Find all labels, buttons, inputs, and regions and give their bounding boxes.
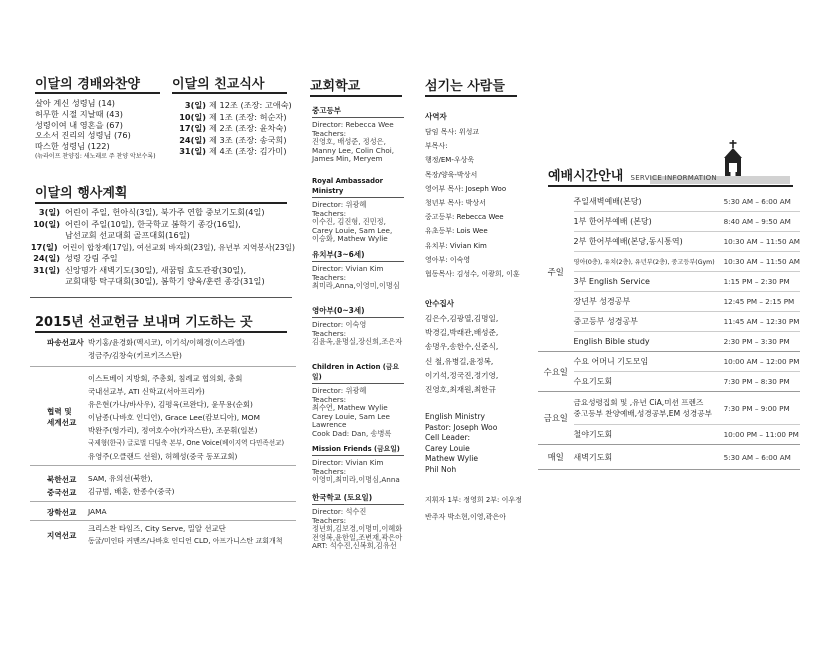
mission-line: 정금주/김창숙(키르키즈스탄) bbox=[88, 351, 182, 360]
music-line: 지휘자 1부: 정영희 2부: 이우정 bbox=[425, 496, 522, 504]
mission-line: 크리스찬 타임즈, City Serve, 밀알 선교단 bbox=[88, 524, 226, 533]
fellowship-rule bbox=[172, 92, 287, 94]
school-line: Director: 이숙영 bbox=[312, 320, 367, 329]
events-title: 이달의 행사계획 bbox=[35, 186, 128, 201]
staff-line: 영어부 목사: Joseph Woo bbox=[425, 184, 507, 193]
service-time: 10:00 AM – 12:00 PM bbox=[724, 352, 800, 372]
mission-line: 동굴/미인타 커맨즈/나바호 인디언 CLD, 아프가니스탄 교회개척 bbox=[88, 537, 283, 545]
school-line: James Min, Meryem bbox=[312, 154, 383, 164]
event-desc: 남선교회 선교대회 골프대회(16일) bbox=[65, 230, 190, 240]
service-name: 1부 한어부예배 (본당) bbox=[574, 212, 724, 232]
service-name: English Bible study bbox=[574, 332, 724, 352]
mission-line: 유영주(오클랜드 선원), 허혜성(중국 동포교회) bbox=[88, 452, 238, 461]
school-line: Director: Vivian Kim bbox=[312, 264, 384, 273]
event-desc: 어린이 주일(10일), 한국학교 봄학기 종강(16일), bbox=[65, 218, 241, 229]
service-time: 7:30 PM – 9:00 PM bbox=[724, 392, 800, 425]
day-label: 수요일 bbox=[538, 352, 574, 392]
staff-line: 행정/EM-우상욱 bbox=[425, 156, 475, 165]
day-label: 주일 bbox=[538, 192, 574, 352]
school-line: Cook Dad: Dan, 송병록 bbox=[312, 428, 392, 438]
school-line: Director: Rebecca Wee bbox=[312, 120, 394, 129]
event-date: 10(일) bbox=[33, 218, 60, 229]
school-line: Teachers: bbox=[312, 515, 347, 525]
school-line: Director: 석수진 bbox=[312, 507, 367, 516]
deacon-line: 이기석,정국진,정기영, bbox=[425, 370, 499, 380]
servants-rule bbox=[425, 95, 517, 97]
deacons-head: 안수집사 bbox=[425, 299, 454, 308]
mission-line: 국내선교부, ATI 신학교(서아프리카) bbox=[88, 387, 205, 396]
school-line: Carey Louie, Sam Lee bbox=[312, 411, 390, 421]
mission-label: 북한선교 bbox=[47, 475, 77, 484]
mission-line: 유은현(가나/바사우), 김평육(르완다), 윤무용(순회) bbox=[88, 400, 253, 409]
deacons-list bbox=[425, 312, 498, 397]
school-block bbox=[312, 306, 408, 347]
services-header bbox=[548, 165, 717, 184]
event-date: 24(일) bbox=[33, 253, 60, 263]
school-line: 이승화, Mathew Wylie bbox=[312, 234, 388, 244]
service-time: 5:30 AM – 6:00 AM bbox=[724, 192, 800, 212]
deacon-line: 김은수,김광열,김명일, bbox=[425, 314, 499, 323]
fellowship-list bbox=[172, 100, 292, 158]
service-name: 장년부 성경공부 bbox=[574, 292, 724, 312]
fellowship-desc: 제 4조 (조장: 김가미) bbox=[209, 146, 287, 156]
staff-line: 중고등부: Rebecca Wee bbox=[425, 213, 504, 222]
school-block bbox=[312, 444, 408, 485]
school-block-head: 중고등부 bbox=[312, 106, 341, 115]
school-line: Teachers: bbox=[312, 208, 347, 218]
servants-title: 섬기는 사람들 bbox=[425, 79, 505, 94]
hymn-item: 성령이여 내 영혼을 (67) bbox=[35, 119, 123, 130]
school-block bbox=[312, 493, 408, 551]
school-block bbox=[312, 176, 408, 244]
service-name: 3부 English Service bbox=[574, 272, 724, 292]
event-desc: 신앙명가 새벽기도(30일), 새꿈팀 효도관광(30일), bbox=[65, 264, 247, 275]
fellowship-date: 17(일) bbox=[179, 123, 206, 133]
english-line: Phil Noh bbox=[425, 464, 457, 474]
hymn-item: 따스한 성령님 (122) bbox=[35, 141, 110, 152]
english-line: Mathew Wylie bbox=[425, 454, 479, 463]
service-name: 금요성령집회 및 ,유년 CiA,미션 프렌즈 중고등부 찬양예배,성경공부,EM 성경공부 bbox=[574, 392, 724, 425]
services-rule bbox=[548, 185, 793, 187]
hymns-title: 이달의 경배와찬양 bbox=[35, 77, 140, 92]
school-line: Teachers: bbox=[312, 466, 347, 476]
school-line: Manny Lee, Colin Choi, bbox=[312, 145, 395, 155]
fellowship-title: 이달의 친교식사 bbox=[172, 77, 265, 92]
hymns-rule bbox=[35, 92, 160, 94]
missions-title: 2015년 선교헌금 보내며 기도하는 곳 bbox=[35, 315, 253, 330]
event-desc: 어린이 주일, 헌아식(3일), 북가주 연합 중보기도회(4일) bbox=[65, 207, 265, 217]
service-name: 수요 어머니 기도모임 bbox=[574, 352, 724, 372]
fellowship-date: 24(일) bbox=[179, 134, 206, 145]
mission-line: 박기홍/윤경화(멕시코), 이기석/이혜경(이스라엘) bbox=[88, 338, 245, 347]
missions-rule bbox=[35, 331, 287, 333]
hymn-item: 살아 계신 성령님 (14) bbox=[35, 98, 115, 108]
school-line: Teachers: bbox=[312, 394, 347, 404]
music-line: 반주자 박소현,이영,곽은아 bbox=[425, 513, 507, 521]
service-time: 8:40 AM – 9:50 AM bbox=[724, 212, 800, 232]
hymn-item: 오소서 진리의 성령님 (76) bbox=[35, 130, 131, 141]
fellowship-desc: 제 1조 (조장: 허순자) bbox=[209, 111, 287, 122]
staff-list bbox=[425, 125, 520, 281]
english-line: English Ministry bbox=[425, 412, 485, 421]
school-line: Director: 위광혜 bbox=[312, 200, 367, 209]
event-date: 17(일) bbox=[30, 241, 58, 252]
school-block bbox=[312, 362, 408, 439]
events-rule bbox=[35, 202, 287, 204]
fellowship-date: 10(일) bbox=[179, 111, 206, 122]
day-label: 매일 bbox=[538, 445, 574, 470]
school-block-head: 영아부(0~3세) bbox=[312, 306, 365, 315]
service-name: 주일새벽예배(본당) bbox=[574, 192, 724, 212]
school-line: 이수진, 김진형, 진민정, bbox=[312, 217, 386, 227]
school-line: 최미라,Anna,이영미,이명심 bbox=[312, 281, 400, 291]
service-time: 10:30 AM – 11:50 AM bbox=[724, 252, 800, 272]
event-date: 3(일) bbox=[38, 207, 60, 217]
school-line: Director: Vivian Kim bbox=[312, 458, 384, 467]
school-line: 정년희,김보경,이명미,이혜화 bbox=[312, 524, 403, 534]
staff-line: 담임 목사: 위성교 bbox=[425, 128, 480, 136]
service-time: 11:45 AM – 12:30 PM bbox=[724, 312, 800, 332]
service-table bbox=[538, 192, 800, 470]
school-line: Director: 위광혜 bbox=[312, 386, 367, 395]
school-line: 진영호, 배성준, 정성은, bbox=[312, 137, 386, 147]
mission-line: 이스트베이 지방회, 주총회, 침례교 협의회, 총회 bbox=[88, 374, 243, 383]
mission-label: 파송선교사 bbox=[47, 338, 84, 347]
mission-label: 협력 및 세계선교 bbox=[47, 407, 77, 427]
school-block-head: Children in Action (금요일) bbox=[312, 363, 400, 381]
service-time: 10:30 AM – 11:50 AM bbox=[724, 232, 800, 252]
deacon-line: 진영호,최재원,최한규 bbox=[425, 385, 496, 395]
service-name: 철야기도회 bbox=[574, 425, 724, 445]
mission-line: 이남종(나바호 인디언), Grace Lee(캄보디아), MOM bbox=[88, 413, 260, 422]
mission-label: 중국선교 bbox=[47, 488, 77, 497]
events-bottom-rule bbox=[30, 297, 292, 298]
fellowship-desc: 제 3조 (조장: 송국희) bbox=[209, 134, 287, 145]
service-time: 12:45 PM – 2:15 PM bbox=[724, 292, 800, 312]
school-block-head: Mission Friends (금요일) bbox=[312, 445, 400, 453]
school-line: ART: 석수진,신복희,김유선 bbox=[312, 541, 397, 551]
deacon-line: 송명우,송한수,신준식, bbox=[425, 342, 499, 352]
school-line: 최수연, Mathew Wylie bbox=[312, 403, 388, 413]
day-label: 금요일 bbox=[538, 392, 574, 445]
service-time: 2:30 PM – 3:30 PM bbox=[724, 332, 800, 352]
english-ministry bbox=[425, 412, 497, 475]
mission-label: 장학선교 bbox=[47, 508, 77, 517]
mission-line: SAM, 유의선(북한), bbox=[88, 474, 153, 483]
hymns-list bbox=[35, 98, 156, 163]
english-line: Cell Leader: bbox=[425, 433, 471, 442]
mission-line: 박완주(헝가리), 정여호수아(카작스탄), 조문휘(일본) bbox=[88, 426, 258, 435]
school-line: Teachers: bbox=[312, 272, 347, 282]
school-line: Teachers: bbox=[312, 128, 347, 138]
service-time: 7:30 PM – 8:30 PM bbox=[724, 372, 800, 392]
mission-label: 지역선교 bbox=[47, 531, 77, 540]
deacon-line: 박경길,박래관,배성준, bbox=[425, 328, 499, 338]
school-block-head: Royal Ambassador Ministry bbox=[312, 177, 383, 195]
school-block bbox=[312, 106, 408, 164]
staff-line: 목장/양육-박상서 bbox=[425, 170, 478, 179]
school-line: Lawrence bbox=[312, 420, 347, 430]
services-title: 예배시간안내 bbox=[548, 169, 624, 184]
event-desc: 성령 강림 주일 bbox=[65, 253, 118, 263]
mission-line: JAMA bbox=[88, 507, 107, 516]
staff-line: 영아부: 이숙영 bbox=[425, 255, 471, 264]
staff-line: 청년부 목사: 박상서 bbox=[425, 199, 486, 208]
english-line: Carey Louie bbox=[425, 443, 470, 453]
service-time: 5:30 AM – 6:00 AM bbox=[724, 445, 800, 470]
mission-line: 국제형(한국) 글로벌 디딤축 본부, One Voice(베이지역 다민족선교) bbox=[88, 439, 285, 447]
school-line: 김윤옥,윤명실,장신희,조은자 bbox=[312, 337, 403, 347]
school-line: 전영복,윤한일,조변재,곽은아 bbox=[312, 532, 403, 542]
service-name: 새벽기도회 bbox=[574, 445, 724, 470]
english-line: Pastor: Joseph Woo bbox=[425, 422, 498, 432]
fellowship-date: 31(일) bbox=[179, 146, 206, 156]
service-name: 영아(0층), 유치(2층), 유년부(2층), 중고등부(Gym) bbox=[574, 252, 724, 272]
service-time: 1:15 PM – 2:30 PM bbox=[724, 272, 800, 292]
event-desc: 교회대항 탁구대회(30일), 봄학기 양육/훈련 종강(31일) bbox=[65, 276, 265, 286]
school-rule bbox=[310, 95, 402, 97]
event-desc: 어린이 합창제(17일), 여선교회 바자회(23일), 유년부 지역봉사(23일) bbox=[62, 242, 295, 252]
school-line: Carey Louie, Sam Lee, bbox=[312, 225, 393, 235]
deacon-line: 신 철,유병길,윤정복, bbox=[425, 356, 494, 366]
fellowship-desc: 제 12조 (조장: 고애숙) bbox=[209, 100, 292, 110]
staff-line: 부목사: bbox=[425, 142, 448, 151]
service-name: 중고등부 성경공부 bbox=[574, 312, 724, 332]
school-block-head: 유치부(3~6세) bbox=[312, 250, 365, 259]
fellowship-date: 3(일) bbox=[184, 100, 206, 110]
staff-line: 유초등부: Lois Wee bbox=[425, 227, 488, 236]
staff-line: 유치부: Vivian Kim bbox=[425, 241, 487, 250]
school-block bbox=[312, 250, 408, 291]
mission-line: 김규범, 배훈, 한종수(중국) bbox=[88, 487, 175, 496]
fellowship-desc: 제 2조 (조장: 윤차숙) bbox=[209, 123, 287, 133]
staff-head: 사역자 bbox=[425, 112, 447, 121]
services-subtitle: SERVICE INFORMATION bbox=[630, 174, 717, 182]
events-list bbox=[30, 207, 295, 288]
service-name: 수요기도회 bbox=[574, 372, 724, 392]
service-time: 10:00 PM – 11:00 PM bbox=[724, 425, 800, 445]
staff-line: 협동목사: 김성수, 이광희, 이훈 bbox=[425, 270, 520, 279]
event-date: 31(일) bbox=[33, 264, 60, 275]
school-title: 교회학교 bbox=[310, 79, 361, 94]
school-line: Teachers: bbox=[312, 328, 347, 338]
hymns-note: (뉴라이프 찬양집: 새노래로 주 찬양 악보수록) bbox=[35, 152, 156, 160]
hymn-item: 허무한 시절 지날때 (43) bbox=[35, 108, 123, 119]
service-name: 2부 한어부예배(본당,동시통역) bbox=[574, 232, 724, 252]
school-block-head: 한국학교 (토요일) bbox=[312, 493, 373, 502]
school-line: 이영미,최미라,이명심,Anna bbox=[312, 475, 400, 485]
music-staff bbox=[425, 492, 522, 526]
